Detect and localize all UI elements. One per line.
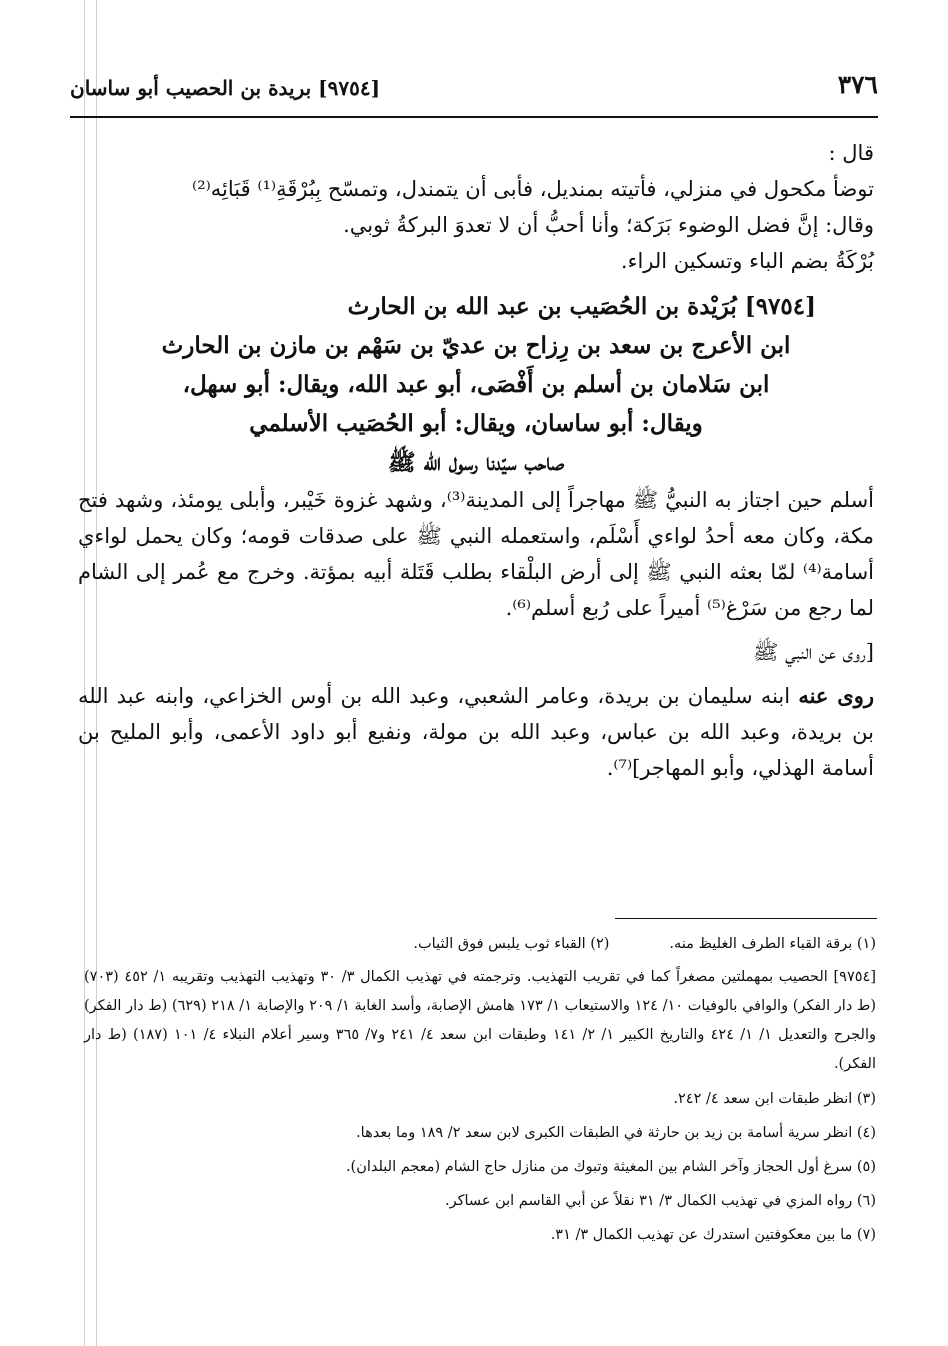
rawa-anhu-paragraph <box>78 678 874 786</box>
footnote-1: (١) برقة القباء الطرف الغليظ منه. <box>669 936 876 952</box>
page-header <box>70 62 878 118</box>
footnote-7: (٧) ما بين معكوفتين استدرك عن تهذيب الكمال ٣/ ٣١. <box>550 1227 876 1243</box>
entry-title-line-1: [٩٧٥٤] بُرَيْدة بن الحُصَيب بن عبد الله بن الحارث <box>347 293 816 320</box>
footnotes <box>84 930 876 1255</box>
intro-line-3: بُرْكَةُ بضم الباء وتسكين الراء. <box>620 249 874 273</box>
footnote-row-1-2 <box>84 930 876 959</box>
entry-title-line-5: صاحب سيّدنا رسول الله ﷺ <box>387 449 565 476</box>
rawa-an-line: [روى عن النبي ﷺ <box>753 640 874 664</box>
rawa-anhu-lead: روى عنه <box>798 683 875 708</box>
footnote-separator <box>615 918 877 919</box>
page-number: ٣٧٦ <box>837 70 878 99</box>
running-title: [٩٧٥٤] بريدة بن الحصيب أبو ساسان <box>70 76 381 100</box>
rawa-anhu-text: ابنه سليمان بن بريدة، وعامر الشعبي، وعبد الله بن أوس الخزاعي، وابنه عبد الله بن بريدة، وعبد الله بن عباس، وعبد الله بن مولة، ونفيع أبو داود الأعمى، وأبو المليح بن أسامة الهذلي، وأبو المهاجر]⁽⁷⁾. <box>78 684 874 780</box>
footnote-entry-sources: [٩٧٥٤] الحصيب بمهملتين مصغراً كما في تقريب التهذيب. وترجمته في تهذيب الكمال ٣/ ٣٠ وتهذيب التهذيب وتقريبه ١/ ٤٥٢ (٧٠٣) (ط دار الفكر) والوافي بالوفيات ١٠/ ١٢٤ والاستيعاب ١/ ١٧٣ هامش الإصابة، وأسد الغابة ١/ ٢٠٩ والإصابة ١/ ٢١٨ (٦٢٩) (ط دار الفكر) والجرح والتعديل ١/ ١/ ٤٢٤ والتاريخ الكبير ١/ ٢/ ١٤١ وطبقات ابن سعد ٤/ ٢٤١ و٧/ ٣٦٥ وسير أعلام النبلاء ٤/ ١٠١ (١٨٧) (ط دار الفكر). <box>84 969 876 1072</box>
footnote-2: (٢) القباء ثوب يلبس فوق الثياب. <box>413 936 610 952</box>
intro-qala: قال : <box>828 141 874 165</box>
entry-title-line-3: ابن سَلامان بن أسلم بن أَفْصَى، أبو عبد الله، ويقال: أبو سهل، <box>182 371 770 398</box>
footnote-6: (٦) رواه المزي في تهذيب الكمال ٣/ ٣١ نقلاً عن أبي القاسم ابن عساكر. <box>444 1193 876 1209</box>
footnote-5: (٥) سرغ أول الحجاز وآخر الشام بين المغيثة وتبوك من منازل حاج الشام (معجم البلدان). <box>345 1159 876 1175</box>
intro-line-1: توضأ مكحول في منزلي، فأتيته بمنديل، فأبى أن يتمندل، وتمسّح بِبُرْقَةِ⁽¹⁾ قَبَائِه⁽²⁾ <box>192 177 874 201</box>
entry-title-line-2: ابن الأعرج بن سعد بن رِزاح بن عديّ بن سَهْم بن مازن بن الحارث <box>161 332 791 359</box>
footnote-4: (٤) انظر سرية أسامة بن زيد بن حارثة في الطبقات الكبرى لابن سعد ٢/ ١٨٩ وما بعدها. <box>356 1125 876 1141</box>
entry-title-line-4: ويقال: أبو ساسان، ويقال: أبو الحُصَيب الأسلمي <box>249 410 703 437</box>
intro-line-2: وقال: إنَّ فضل الوضوء بَرَكة؛ وأنا أحبُّ أن لا تعدوَ البركةُ ثوبي. <box>343 213 874 237</box>
entry-biography: أسلم حين اجتاز به النبيُّ ﷺ مهاجراً إلى المدينة⁽³⁾، وشهد غزوة خَيْبر، وأبلى يومئذ، وشهد فتح مكة، وكان معه أحدُ لواءي أَسْلَم، واستعمله النبي ﷺ على صدقات قومه؛ وكان يحمل لواءي أسامة⁽⁴⁾ لمّا بعثه النبي ﷺ إلى أرض البلْقاء بطلب قَتَلة أبيه بمؤتة. وخرج مع عُمر إلى الشام لما رجع من سَرْغ⁽⁵⁾ أميراً على رُبع أسلم⁽⁶⁾. <box>78 488 874 620</box>
footnote-3: (٣) انظر طبقات ابن سعد ٤/ ٢٤٢. <box>673 1091 876 1107</box>
main-text <box>78 135 874 786</box>
